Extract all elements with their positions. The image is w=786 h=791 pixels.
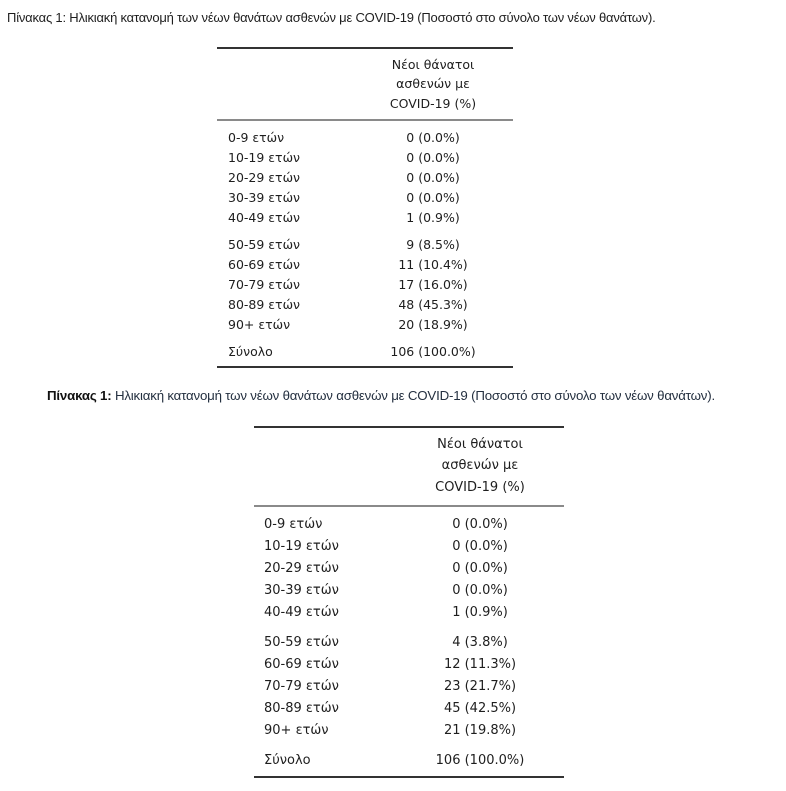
age-group-label: 80-89 ετών [264,700,339,716]
age-group-label: 60-69 ετών [228,256,301,272]
table-row [217,227,513,254]
age-group-label: 20-29 ετών [228,169,301,185]
table-row [254,507,564,535]
deaths-value: 1 (0.9%) [452,604,508,620]
table-row [217,274,513,294]
table-row [254,601,564,623]
age-group-label: 60-69 ετών [264,656,339,672]
caption-text: Ηλικιακή κατανομή των νέων θανάτων ασθενών με COVID-19 (Ποσοστό στο σύνολο των νέων θανάτων). [114,388,715,403]
bottom-rule [254,777,564,778]
table-row [254,719,564,741]
table-row [254,697,564,719]
table-row [217,187,513,207]
deaths-value: 12 (11.3%) [443,656,517,672]
deaths-value: 23 (21.7%) [443,678,517,694]
deaths-value: 0 (0.0%) [406,129,460,145]
header-line: COVID-19 (%) [435,479,525,495]
deaths-value: 0 (0.0%) [406,189,460,205]
table-1-caption [7,10,656,25]
total-row [254,741,564,777]
age-group-label: 90+ ετών [228,316,291,332]
table-row [254,557,564,579]
age-group-label: 80-89 ετών [228,296,301,312]
deaths-value: 4 (3.8%) [452,634,508,650]
header-line: ασθενών με [396,76,470,92]
deaths-value: 0 (0.0%) [406,149,460,165]
deaths-value: 0 (0.0%) [406,169,460,185]
total-label: Σύνολο [228,343,273,359]
caption-text: Ηλικιακή κατανομή των νέων θανάτων ασθενών με COVID-19 (Ποσοστό στο σύνολο των νέων θανάτων). [69,10,656,25]
age-group-label: 40-49 ετών [228,209,301,225]
deaths-value: 0 (0.0%) [452,582,508,598]
header-deaths [353,49,513,120]
table-row [254,653,564,675]
age-group-label: 0-9 ετών [264,516,323,532]
header-line: Νέοι θάνατοι [391,57,475,72]
header-empty-cell [217,49,353,120]
deaths-value: 21 (19.8%) [443,722,517,738]
deaths-value: 1 (0.9%) [406,209,460,225]
table-row [254,675,564,697]
table-row [254,579,564,601]
deaths-value: 0 (0.0%) [452,516,508,532]
table-row [217,167,513,187]
age-group-label: 0-9 ετών [228,129,285,145]
table-row [217,294,513,314]
age-group-label: 70-79 ετών [228,276,301,292]
age-group-label: 50-59 ετών [264,634,339,650]
age-distribution-table-1 [217,47,513,368]
age-group-label: 30-39 ετών [228,189,301,205]
table-row [217,147,513,167]
table-row [254,535,564,557]
caption-label: Πίνακας 1: [7,10,66,25]
total-row [217,334,513,367]
table-row [217,121,513,147]
table-row [217,254,513,274]
table-row [254,623,564,653]
bottom-rule [217,367,513,368]
header-line: ασθενών με [441,458,519,474]
age-group-label: 50-59 ετών [228,236,301,252]
deaths-value: 48 (45.3%) [398,296,468,312]
deaths-value: 9 (8.5%) [406,236,460,252]
total-value: 106 (100.0%) [435,752,525,768]
deaths-value: 17 (16.0%) [398,276,468,292]
deaths-value: 11 (10.4%) [398,256,468,272]
deaths-value: 0 (0.0%) [452,560,508,576]
deaths-value: 20 (18.9%) [398,316,468,332]
deaths-value: 0 (0.0%) [452,538,508,554]
total-value: 106 (100.0%) [390,343,476,359]
age-group-label: 40-49 ετών [264,604,339,620]
table-row [217,207,513,227]
age-group-label: 30-39 ετών [264,582,339,598]
age-group-label: 90+ ετών [264,722,329,738]
age-group-label: 20-29 ετών [264,560,339,576]
header-empty-cell [254,428,396,506]
age-distribution-table-2 [254,426,564,778]
table-2-caption [47,388,715,403]
header-deaths [396,428,564,506]
header-line: COVID-19 (%) [389,95,477,111]
total-label: Σύνολο [264,752,311,768]
header-line: Νέοι θάνατοι [437,437,523,452]
table-row [217,314,513,334]
caption-label: Πίνακας 1: [47,388,112,403]
age-group-label: 10-19 ετών [264,538,339,554]
age-group-label: 10-19 ετών [228,149,301,165]
deaths-value: 45 (42.5%) [443,700,517,716]
age-group-label: 70-79 ετών [264,678,339,694]
header-row [254,428,564,506]
header-row [217,49,513,120]
